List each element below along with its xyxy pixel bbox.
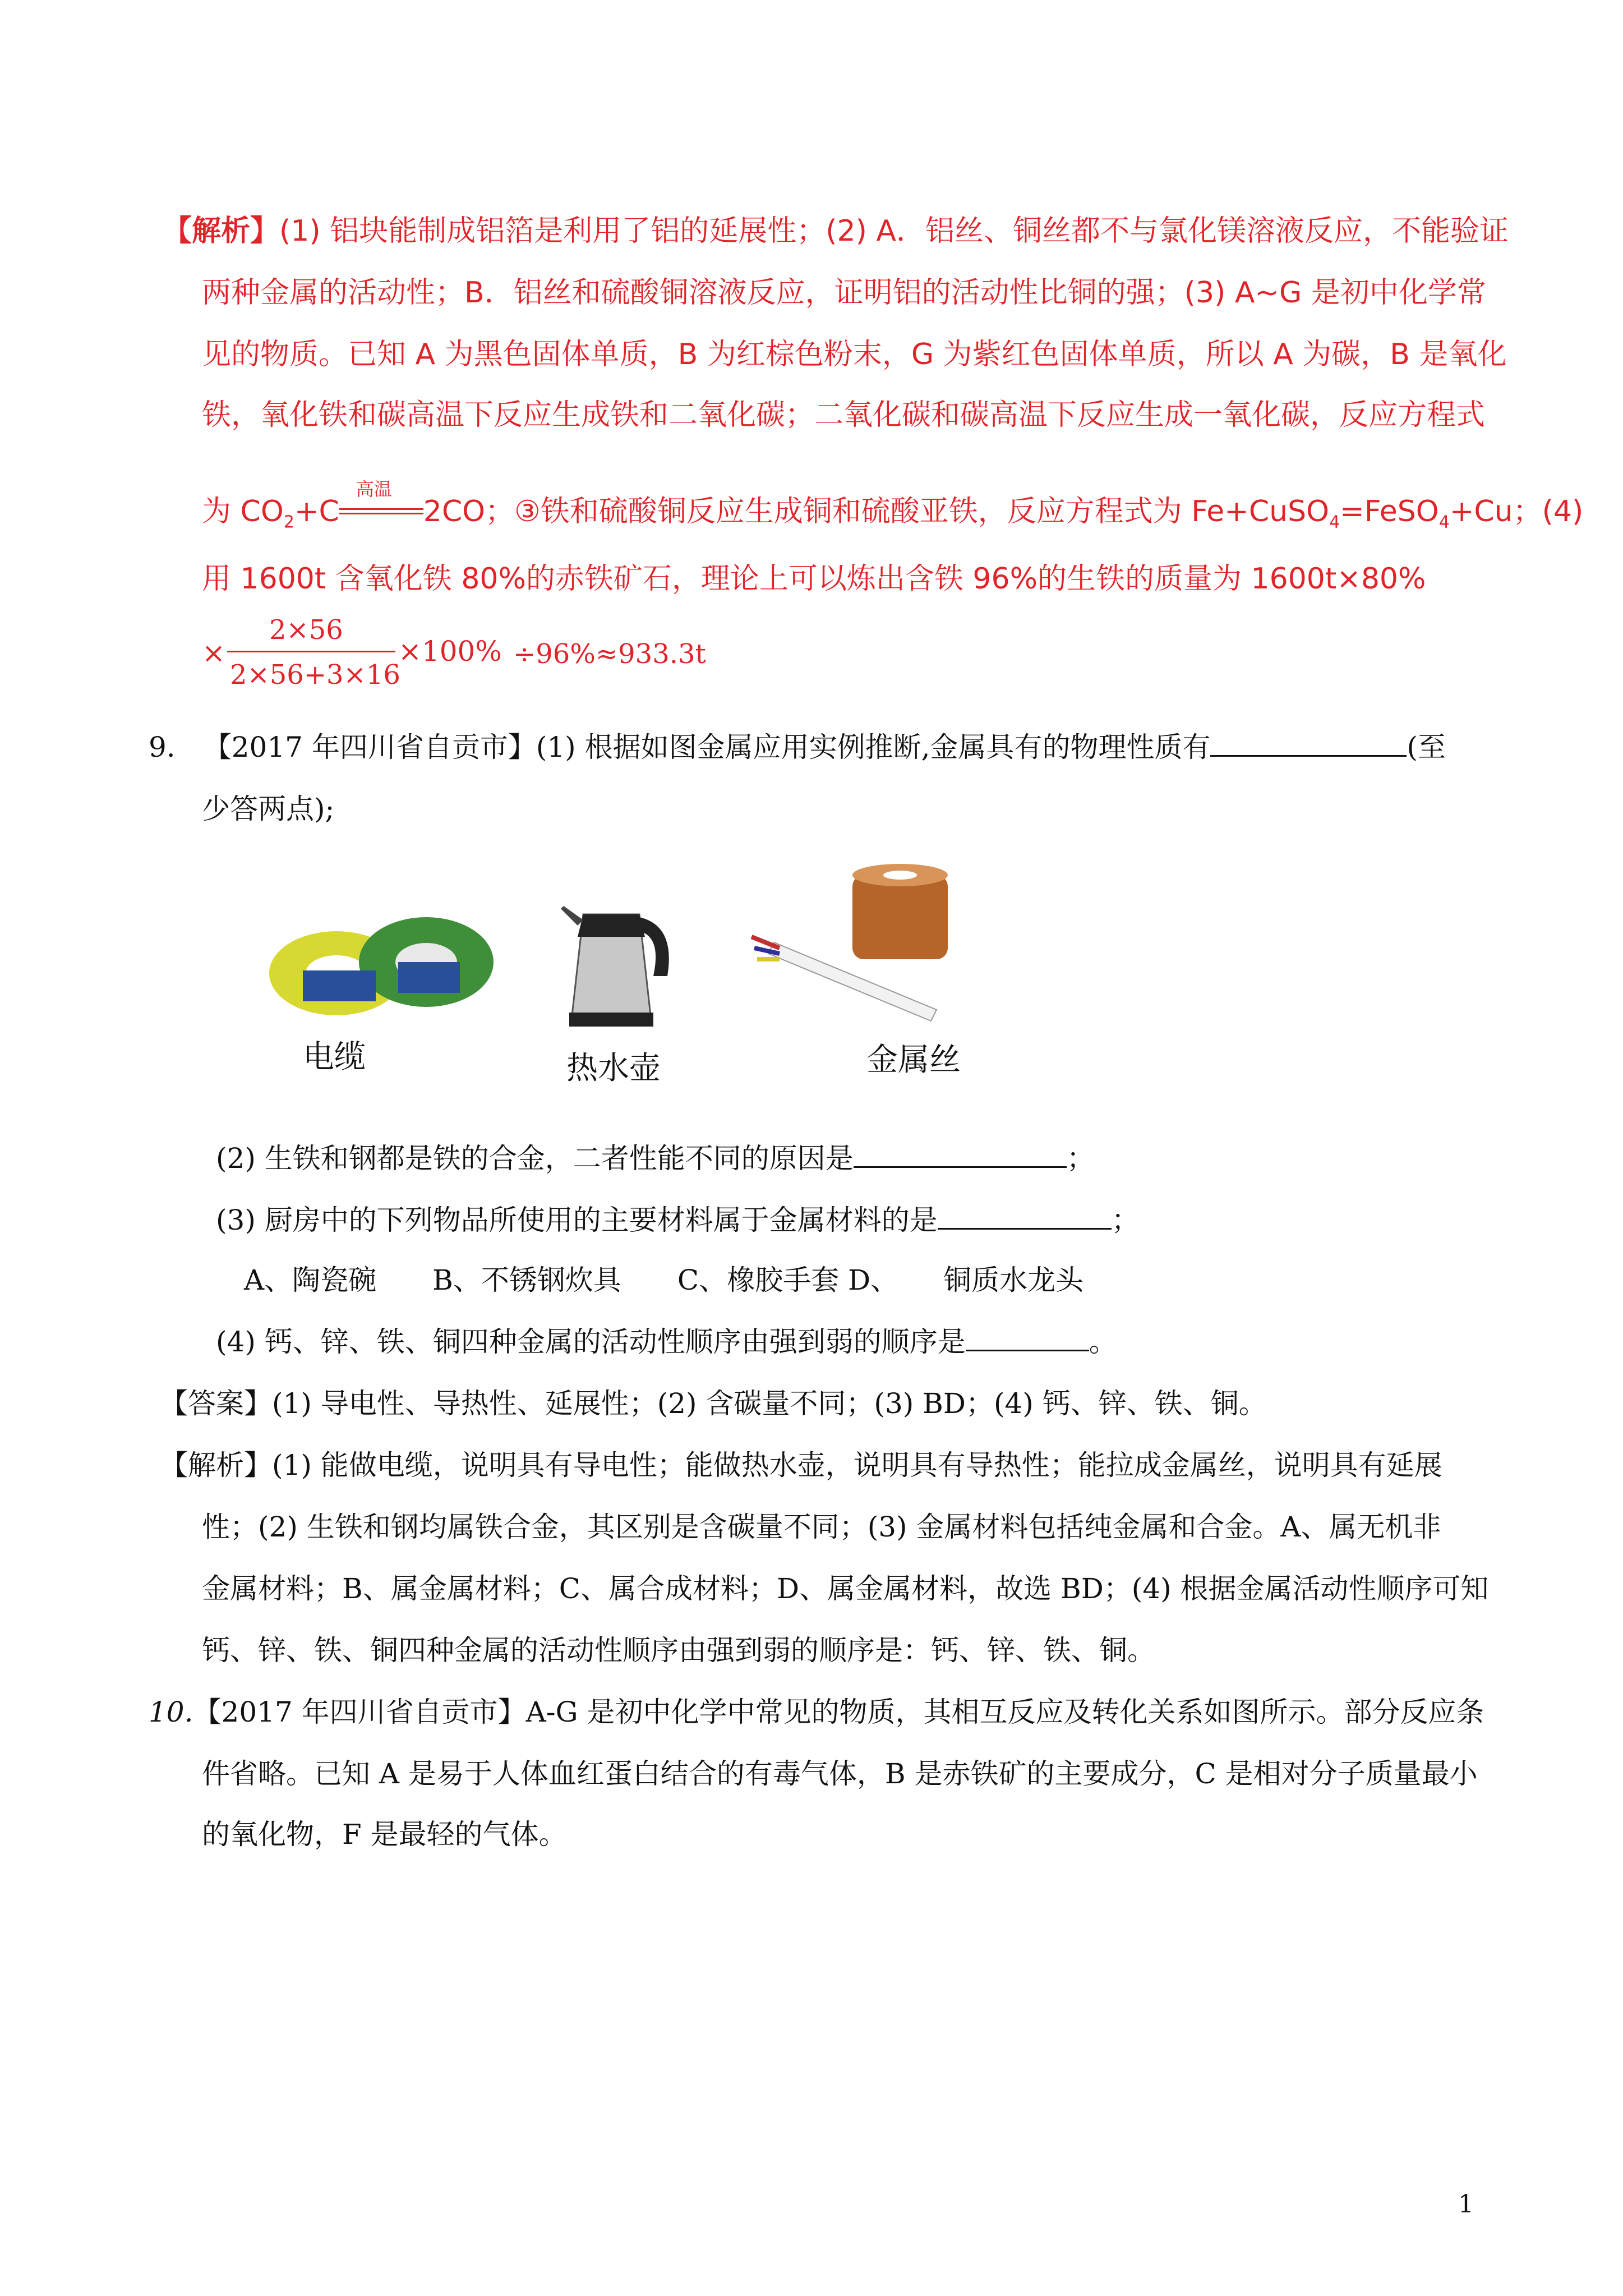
kettle-image [555, 892, 684, 1032]
q9-line-2: 少答两点); [202, 793, 335, 825]
q9-blank-1[interactable] [1210, 730, 1407, 757]
q10-source: 【2017 年四川省自贡市】 [193, 1696, 526, 1728]
analysis-line-6: 用 1600t 含氧化铁 80%的赤铁矿石，理论上可以炼出含铁 96%的生铁的质量为 1600t×80% [202, 562, 1426, 596]
q9-analysis-4: 钙、锌、铁、铜四种金属的活动性顺序由强到弱的顺序是：钙、锌、铁、铜。 [202, 1634, 1155, 1667]
analysis-label-2: 【解析】 [160, 1449, 272, 1481]
fraction-percent: ×100% [398, 635, 502, 668]
analysis-line-4: 铁，氧化铁和碳高温下反应生成铁和二氧化碳；二氧化碳和碳高温下反应生成一氧化碳，反应方程式 [202, 398, 1486, 432]
caption-wire: 金属丝 [866, 1042, 961, 1078]
q9-number: 9. [149, 731, 176, 763]
q9-blank-2[interactable] [854, 1142, 1067, 1168]
fraction-bar [227, 651, 395, 652]
fraction-times: × [202, 637, 225, 669]
q9-sub-4: (4) 钙、锌、铁、铜四种金属的活动性顺序由强到弱的顺序是 。 [216, 1326, 1117, 1358]
analysis-line-5: 为 $CO_2+C$ 高温 2CO；③铁和硫酸铜反应生成铜和硫酸亚铁，反应方程式为 Fe+CuSO$_4$=FeSO$_4$+Cu；(4) [202, 478, 1584, 532]
fraction-numerator: 2×56 [269, 614, 343, 646]
q9-options [244, 1263, 1083, 1297]
q9-source: 【2017 年四川省自贡市】 [203, 731, 536, 763]
cable-image [264, 909, 499, 1021]
wire-image [746, 864, 981, 1032]
analysis-label: 【解析】 [163, 214, 280, 248]
reaction-condition-arrow: 高温 [339, 495, 423, 528]
fraction-tail: ÷96%≈933.3t [513, 638, 706, 670]
q9-sub-2: (2) 生铁和钢都是铁的合金，二者性能不同的原因是 ； [216, 1142, 1095, 1175]
caption-cable: 电缆 [303, 1039, 366, 1075]
q10-line-1: 10.【2017 年四川省自贡市】A-G 是初中化学中常见的物质，其相互反应及转化关系如图所示。部分反应条 [149, 1696, 1484, 1728]
fraction-denominator: 2×56+3×16 [230, 659, 400, 691]
q10-line-2: 件省略。已知 A 是易于人体血红蛋白结合的有毒气体，B 是赤铁矿的主要成分，C 是相对分子质量最小 [202, 1757, 1478, 1790]
page-number: 1 [1458, 2190, 1474, 2219]
analysis-line-3: 见的物质。已知 A 为黑色固体单质，B 为红棕色粉末，G 为紫红色固体单质，所以 A 为碳，B 是氧化 [202, 338, 1507, 371]
q9-sub-3: (3) 厨房中的下列物品所使用的主要材料属于金属材料的是 ； [216, 1204, 1140, 1236]
answer-label: 【答案】 [160, 1387, 272, 1420]
option-b: B、不锈钢炊具 [432, 1264, 621, 1296]
analysis-line-2: 两种金属的活动性；B．铝丝和硫酸铜溶液反应，证明铝的活动性比铜的强；(3) A~G 是初中化学常 [202, 276, 1486, 310]
option-c: C、橡胶手套 D、 [677, 1264, 899, 1296]
q9-analysis-3: 金属材料；B、属金属材料；C、属合成材料；D、属金属材料，故选 BD；(4) 根据金属活动性顺序可知 [202, 1572, 1489, 1605]
q9-blank-4[interactable] [966, 1325, 1089, 1351]
q9-analysis-2: 性；(2) 生铁和钢均属铁合金，其区别是含碳量不同；(3) 金属材料包括纯金属和合金。A、属无机非 [202, 1511, 1441, 1543]
q9-blank-3[interactable] [938, 1203, 1112, 1230]
q9-analysis-1: 【解析】(1) 能做电缆，说明具有导电性；能做热水壶，说明具有导热性；能拉成金属丝，说明具有延展 [160, 1449, 1442, 1481]
q10-number: 10. [149, 1696, 193, 1728]
option-a: A、陶瓷碗 [244, 1264, 377, 1296]
caption-kettle: 热水壶 [566, 1050, 661, 1087]
analysis-line-1: 【解析】(1) 铝块能制成铝箔是利用了铝的延展性；(2) A．铝丝、铜丝都不与氯化镁溶液反应，不能验证 [163, 214, 1509, 248]
option-d: 铜质水龙头 [943, 1264, 1084, 1296]
q9-line-1: 9. 【2017 年四川省自贡市】(1) 根据如图金属应用实例推断,金属具有的物理性质有 (至 [149, 731, 1446, 763]
q9-answer: 【答案】(1) 导电性、导热性、延展性；(2) 含碳量不同；(3) BD；(4) 钙、锌、铁、铜。 [160, 1387, 1267, 1420]
q10-line-3: 的氧化物，F 是最轻的气体。 [202, 1818, 567, 1851]
